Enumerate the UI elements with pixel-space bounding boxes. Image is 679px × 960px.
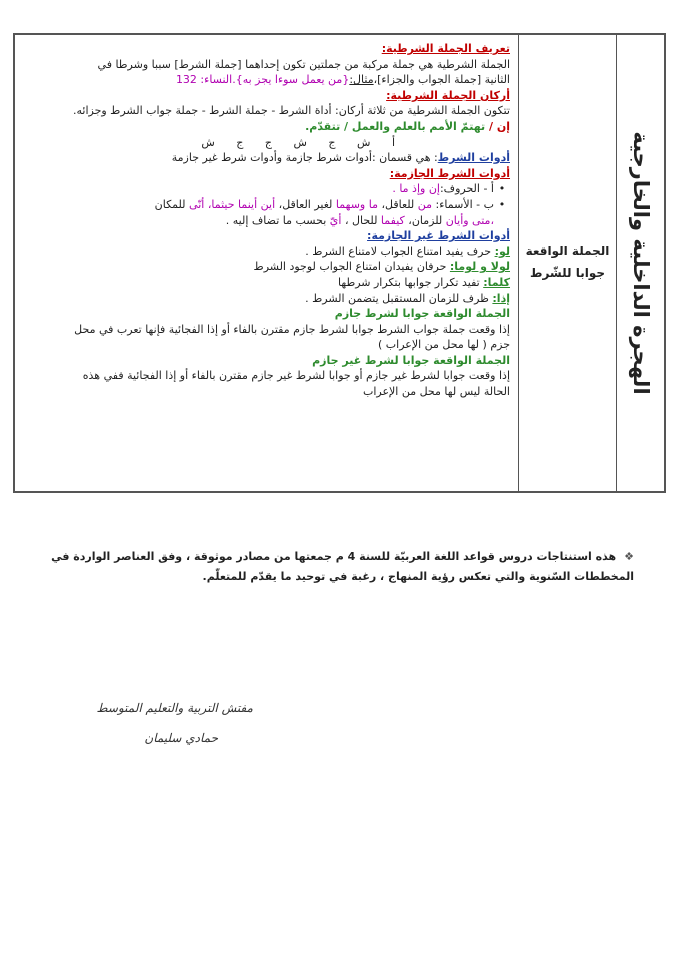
definition-part: الثانية [جملة الجواب والجزاء]، bbox=[373, 73, 510, 87]
jazim-answer-line-2: جزم ( لها محل من الإعراب ) bbox=[378, 338, 510, 352]
example-label: مثال: bbox=[349, 73, 374, 87]
kulama-line bbox=[21, 275, 510, 291]
author-note bbox=[34, 547, 634, 587]
pillars-heading: أركان الجملة الشرطية: bbox=[386, 88, 510, 102]
example-tool: إن / bbox=[488, 119, 510, 133]
asma-hal: للحال ، bbox=[344, 213, 378, 227]
bullet-icon: • bbox=[498, 182, 506, 196]
content-column bbox=[15, 35, 518, 491]
jazim-answer-heading: الجملة الواقعة جوابا لشرط جازم bbox=[334, 307, 510, 321]
asma-ayy-desc: بحسب ما تضاف إليه . bbox=[225, 213, 327, 227]
signature-line-2: حمادي سليمان bbox=[144, 731, 218, 745]
asma-makan: للمكان bbox=[154, 197, 186, 211]
definition-heading: تعريف الجملة الشرطية: bbox=[381, 42, 510, 55]
topic-title bbox=[519, 240, 616, 284]
topic-column bbox=[518, 35, 616, 491]
tools-text: : هي قسمان :أدوات شرط جازمة وأدوات شرط غير جازمة bbox=[171, 151, 438, 165]
huruf-values: إن وإذ ما . bbox=[392, 182, 440, 196]
note-text: هذه استنتاجات دروس قواعد اللغة العربيّة للسنة 4 م جمعتها من مصادر موثوقة ، وفق العناصر الواردة في المخططات السّنوية والتي تعكس رؤية المنهاج ، رغبة في توحيد ما يقدّم للمتعلّم. bbox=[51, 550, 634, 583]
signature-line-1: مفتش التربية والتعليم المتوسط bbox=[96, 701, 253, 715]
law-line bbox=[21, 244, 510, 260]
asma-ma: ما وسهما bbox=[335, 197, 378, 211]
nonjazim-answer-line-1: إذا وقعت جوابا لشرط غير جازم أو جوابا لشرط غير جازم مقترن بالفاء أو إذا الفجائية ففي هذه bbox=[82, 369, 510, 383]
kulama-text: تفيد تكرار جوابها بتكرار شرطها bbox=[338, 275, 480, 289]
law-label: لو: bbox=[494, 244, 510, 258]
tools-heading: أدوات الشرط bbox=[437, 151, 510, 165]
lawla-line bbox=[21, 259, 510, 275]
itha-line bbox=[21, 291, 510, 307]
jazim-answer-line-1: إذا وقعت جملة جواب الشرط جوابا لشرط جازم مقترن بالفاء أو إذا الفجائية فإنها تعرب في محل bbox=[74, 322, 510, 336]
diamond-bullet-icon: ❖ bbox=[624, 550, 634, 563]
pillars-text: تتكون الجملة الشرطية من ثلاثة أركان: أداة الشرط - جملة الشرط - جملة جواب الشرط وجزائه. bbox=[72, 104, 510, 118]
asma-label: ب - الأسماء: bbox=[435, 197, 494, 211]
unit-title: الهجرة الداخلية والخارجية bbox=[628, 131, 653, 395]
asma-time: ،متى وأيان bbox=[445, 213, 494, 227]
unit-column bbox=[616, 35, 664, 491]
jazim-heading: أدوات الشرط الجازمة: bbox=[389, 166, 510, 180]
asma-place: أين أينما حيثما، أنّى bbox=[189, 197, 276, 211]
topic-line-1: الجملة الواقعة bbox=[525, 244, 610, 258]
asma-ghayr-aqil: لغير العاقل، bbox=[278, 197, 333, 211]
abbr-condition: ج ش bbox=[293, 135, 336, 149]
asma-item bbox=[21, 197, 510, 228]
asma-aqil: للعاقل، bbox=[381, 197, 415, 211]
pillars-example bbox=[21, 119, 510, 135]
nonjazim-answer-line-2: الحالة ليس لها محل من الإعراب bbox=[362, 385, 510, 399]
nonjazim-answer-heading: الجملة الواقعة جوابا لشرط غير جازم bbox=[312, 353, 510, 367]
asma-ayy: أيّ bbox=[329, 213, 342, 227]
signature-stamp bbox=[96, 690, 258, 760]
topic-line-2: جوابا للشّرط bbox=[529, 266, 606, 280]
asma-kayfama: كيفما bbox=[380, 213, 405, 227]
tools-line bbox=[21, 150, 510, 166]
asma-man: من bbox=[417, 197, 433, 211]
definition-line-2 bbox=[21, 72, 510, 88]
quran-example: {من يعمل سوءا يجز به}.النساء: 132 bbox=[175, 73, 350, 87]
law-text: حرف يفيد امتناع الجواب لامتناع الشرط . bbox=[305, 244, 492, 258]
example-sentence: تهتمّ الأمم بالعلم والعمل / تتقدّم. bbox=[305, 119, 486, 133]
bullet-icon: • bbox=[498, 197, 506, 211]
lawla-text: حرفان يفيدان امتناع الجواب لوجود الشرط bbox=[253, 260, 447, 274]
nonjazim-heading: أدوات الشرط غير الجازمة: bbox=[367, 229, 510, 243]
pillars-abbreviations bbox=[21, 135, 510, 151]
itha-text: ظرف للزمان المستقبل يتضمن الشرط . bbox=[305, 291, 489, 305]
lawla-label: لولا و لوما: bbox=[449, 260, 510, 274]
huruf-label: أ - الحروف: bbox=[439, 182, 494, 196]
itha-label: إذا: bbox=[492, 291, 510, 305]
definition-line-1: الجملة الشرطية هي جملة مركبة من جملتين تكون إحداهما [جملة الشرط] سببا وشرطا في bbox=[97, 57, 510, 71]
huruf-item bbox=[21, 181, 510, 197]
kulama-label: كلما: bbox=[483, 275, 510, 289]
abbr-answer: ج ج ش bbox=[201, 135, 272, 149]
abbr-tool: أ ش bbox=[357, 135, 395, 149]
asma-zaman: للزمان، bbox=[408, 213, 443, 227]
lesson-table bbox=[13, 33, 666, 493]
